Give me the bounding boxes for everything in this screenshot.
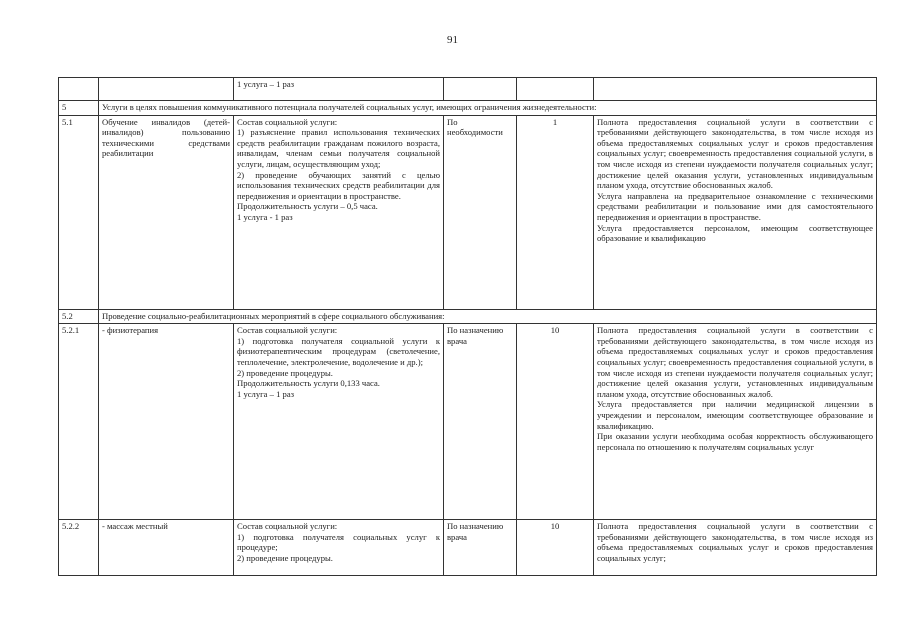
service-composition [234,115,444,309]
service-frequency: По назначению врача [444,520,517,576]
criteria-paragraph: При оказании услуги необходима особая корректность обслуживающего персонала по отношению к получателям социальных услуг [597,431,873,452]
service-count: 10 [517,324,594,520]
composition-line: 1 услуга – 1 раз [237,388,295,399]
service-count: 10 [517,520,594,576]
composition-line: 1) подготовка получателя социальной услуги к физиотерапевтическим процедурам (светолечение, теплолечение, электролечение, водолечение и др.); [237,335,440,367]
section-number: 5.2 [59,309,99,324]
section-title: Проведение социально-реабилитационных мероприятий в сфере социального обслуживания: [99,309,877,324]
page-number: 91 [447,34,458,46]
name-cell [99,78,234,101]
criteria-paragraph: Услуга предоставляется персоналом, имеющим соответствующее образование и квалификацию [597,222,873,244]
composition-cell [234,78,444,101]
composition-line: 1 услуга - 1 раз [237,211,293,222]
service-name: - массаж местный [99,520,234,576]
composition-line: Состав социальной услуги: [237,116,338,127]
service-frequency: По необходимости [444,115,517,309]
section-row [59,309,877,324]
composition-line: Состав социальной услуги: [237,325,338,336]
composition-line: 2) проведение обучающих занятий с целью использования технических средств реабилитации для передвижения и ориентации в пространстве. [237,169,440,201]
table-row [59,520,877,576]
service-composition [234,324,444,520]
criteria-paragraph: Полнота предоставления социальной услуги в соответствии с требованиями действующего законодательства, в том числе исходя из объема предоставляемых социальных услуг и сроков предоставления социальных услуг; своевременность предоставления социальной услуги, в том числе исходя из степени нуждаемости получателя социальных услуг; достижение целей оказания услуги, установленных индивидуальным планом ухода, отсутствие обоснованных жалоб. [597,116,873,191]
criteria-cell [594,78,877,101]
service-number: 5.1 [59,115,99,309]
table-row [59,78,877,101]
table-row [59,115,877,309]
service-criteria [594,520,877,576]
service-count: 1 [517,115,594,309]
service-name: Обучение инвалидов (детей-инвалидов) пользованию техническими средствами реабилитации [99,115,234,309]
composition-line: 2) проведение процедуры. [237,552,333,563]
service-number: 5.2.2 [59,520,99,576]
service-count-text: 1 услуга – 1 раз [237,79,295,89]
count-cell [517,78,594,101]
composition-line: Состав социальной услуги: [237,521,338,532]
section-row [59,101,877,116]
service-name: - физиотерапия [99,324,234,520]
service-criteria [594,115,877,309]
services-table [58,77,877,576]
composition-line: 1) разъяснение правил использования технических средств реабилитации гражданам пожилого возраста, инвалидам, членам семьи получателя социальной услуги, лицам, осуществляющим уход; [237,127,440,169]
composition-line: Продолжительность услуги 0,133 часа. [237,378,380,389]
composition-line: Продолжительность услуги – 0,5 часа. [237,201,378,212]
num-cell [59,78,99,101]
criteria-paragraph: Полнота предоставления социальной услуги в соответствии с требованиями действующего законодательства, в том числе исходя из объема предоставляемых социальных услуг и сроков предоставления социальных услуг; [597,521,873,563]
composition-line: 1) подготовка получателя социальных услуг к процедуре; [237,531,440,553]
section-number: 5 [59,101,99,116]
service-frequency: По назначению врача [444,324,517,520]
criteria-paragraph: Услуга предоставляется при наличии медицинской лицензии в учреждении и персоналом, имеющим соответствующее образование и квалификацию. [597,399,873,431]
section-title: Услуги в целях повышения коммуникативного потенциала получателей социальных услуг, имеющих ограничения жизнедеятельности: [99,101,877,116]
service-criteria [594,324,877,520]
frequency-cell [444,78,517,101]
table-row [59,324,877,520]
criteria-paragraph: Полнота предоставления социальной услуги в соответствии с требованиями действующего законодательства, в том числе исходя из объема предоставляемых социальных услуг и сроков предоставления социальных услуг; своевременность предоставления социальной услуги, в том числе исходя из степени нуждаемости получателя социальных услуг; достижение целей оказания услуги, установленных индивидуальным планом ухода, отсутствие обоснованных жалоб. [597,325,873,399]
composition-line: 2) проведение процедуры. [237,367,333,378]
service-number: 5.2.1 [59,324,99,520]
criteria-paragraph: Услуга направлена на предварительное ознакомление с техническими средствами реабилитации и пользование ими для самостоятельного передвижения и ориентации в пространстве. [597,190,873,222]
service-composition [234,520,444,576]
